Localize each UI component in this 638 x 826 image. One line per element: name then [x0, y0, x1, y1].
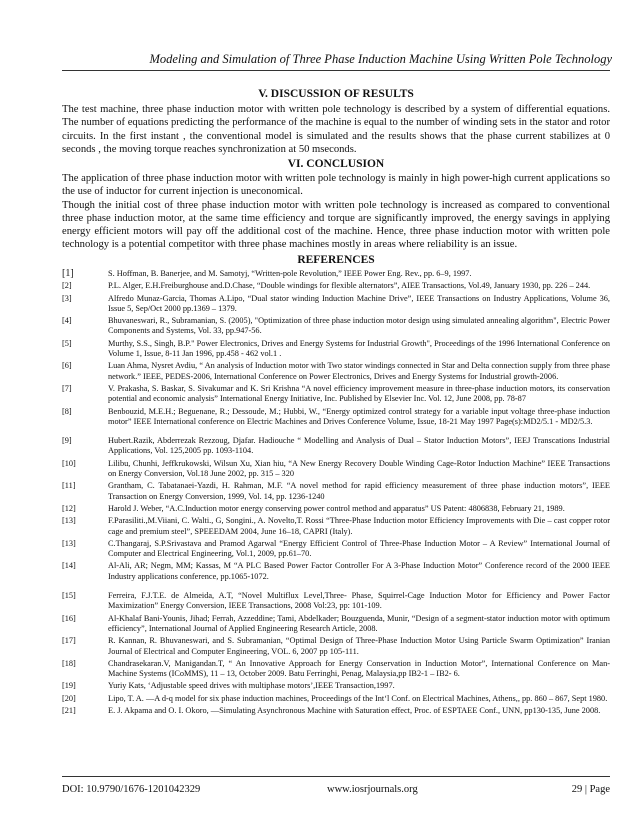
reference-item: [62, 681, 610, 691]
discussion-paragraph: The test machine, three phase induction motor with written pole technology is described by a system of differential equations. The number of equations predicting the performance of the machine is equal to the number of winding sets in the stator and rotor circuits. In the first instant , the conventional model is simulated and the results shows that the phase current stabilizes at 0 seconds , the moving torque reaches synchronization at 50 mseconds.: [62, 104, 610, 155]
reference-text: Ferreira, F.J.T.E. de Almeida, A.T, “Novel Multiflux Level,Three- Phase, Squirrel-Cage Induction Motor for Efficiency and Power Factor Maximization” Energy Conversion, IEEE Transactions, 2008 Vol:23, pp: 101-109.: [108, 591, 610, 611]
reference-item: [62, 561, 610, 582]
reference-item: [62, 636, 610, 657]
reference-number: [21]: [62, 705, 76, 715]
reference-item: [62, 591, 610, 612]
references-heading: REFERENCES: [297, 254, 375, 266]
reference-number: [5]: [62, 338, 72, 348]
reference-text: Grantham, C. Tabatanaei-Yazdi, H. Rahman, M.F. “A novel method for rapid efficiency measurement of three phase induction motors”, IEEE Transaction on Energy Conversion, 1999, Vol. 14, pp. 1236-1240: [108, 481, 610, 501]
reference-item: [62, 294, 610, 315]
reference-item: [62, 694, 610, 704]
reference-item: [62, 436, 610, 457]
reference-item: [62, 539, 610, 560]
reference-number: [15]: [62, 591, 76, 601]
reference-item: [62, 659, 610, 680]
reference-item: [62, 316, 610, 337]
reference-text: Benbouzid, M.E.H.; Beguenane, R.; Dessoude, M.; Hubbi, W., “Energy optimized control strategy for a variable input voltage three-phase induction motor” IEEE International conference on Electric Machines and Drives Conference Volume, Issue, 18-21 May 1997 Page(s):MD2/5.1 - MD2/5.3.: [108, 406, 610, 426]
conclusion-text: [62, 172, 610, 252]
reference-number: [2]: [62, 281, 72, 291]
reference-text: Hubert.Razik, Abderrezak Rezzoug, Djafar. Hadiouche “ Modelling and Analysis of Dual – Stator Induction Motors”, IEEJ Transcations Industrial Applications, Vol. 125,2005 pp. 1093-1104.: [108, 436, 610, 456]
reference-text: C.Thangaraj, S.P.Srivastava and Pramod Agarwal “Energy Efficient Control of Three-Phase Induction Motor – A Review” International Journal of Computer and Electrical Engineering, Vol.1, 2009, pp.61–70.: [108, 538, 610, 559]
reference-number: [13]: [62, 538, 76, 548]
footer-rule: [62, 776, 610, 777]
reference-number: [18]: [62, 658, 76, 668]
reference-text: P.L. Alger, E.H.Freiburghouse and.D.Chase, “Double windings for flexible alternators”, AIEE Transactions, Vol.49, January 1930, pp. 226 – 244.: [108, 281, 591, 291]
reference-list: [62, 269, 610, 718]
reference-item: [62, 407, 610, 428]
reference-item: [62, 384, 610, 405]
reference-item: [62, 361, 610, 382]
reference-item: [62, 516, 610, 537]
reference-text: Luan Ahma, Nysret Avdiu, “ An analysis of Induction motor with Two stator windings connected in Star and Delta connection supply from three phase network.” IEEE, PEDES-2006, International Conference on Power Electronics, Drives and Energy Systems for Industrial growth-2006.: [108, 361, 610, 381]
reference-number: [7]: [62, 383, 72, 393]
footer-doi: DOI: 10.9790/1676-1201042329: [62, 784, 201, 795]
reference-number: [20]: [62, 693, 76, 703]
reference-text: Al-Ali, AR; Negm, MM; Kassas, M “A PLC Based Power Factor Controller For A 3-Phase Induction Motor” Conference record of the 2000 IEEE Industry applications conference, pp.1065-1072.: [108, 561, 610, 581]
reference-text: Chandrasekaran.V, Manigandan.T, “ An Innovative Approach for Energy Conservation in Induction Motor”, International Conference on Man-Machine Systems (ICoMMS), 11 – 13, October 2009. Batu Ferringhi, Penag, Malaysia,pp IB2-1 – IB2- 6.: [108, 658, 610, 679]
reference-text: Yuriy Kats, ‘Adjustable speed drives with multiphase motors’,IEEE Transaction,1997.: [108, 681, 395, 691]
reference-text: Bhuvaneswari, R., Subramanian, S. (2005), "Optimization of three phase induction motor design using simulated annealing algorithm", Electric Power Components and Systems, Vol. 33, pp.947-56.: [108, 316, 610, 336]
reference-item: [62, 481, 610, 502]
reference-number: [11]: [62, 481, 76, 491]
reference-number: [16]: [62, 613, 76, 623]
reference-item: [62, 614, 610, 635]
reference-number: [14]: [62, 561, 76, 571]
reference-number: [13]: [62, 516, 76, 526]
footer-website: www.iosrjournals.org: [327, 784, 418, 795]
reference-number: [19]: [62, 681, 76, 691]
reference-text: V. Prakasha, S. Baskar, S. Sivakumar and K. Sri Krishna “A novel efficiency improvement measure in three-phase induction motors, its conservation potential and economic analysis” International Energy Initiative, Inc. Published by Elsevier Inc. Vol. 12, June 2008, pp. 78-87: [108, 383, 610, 404]
reference-item: [62, 339, 610, 360]
reference-number: [10]: [62, 458, 76, 468]
reference-number: [8]: [62, 406, 72, 416]
reference-text: Harold J. Weber, “A.C.Induction motor energy conserving power control method and apparatus” US Patent: 4806838, February 21, 1989.: [108, 503, 565, 513]
footer-page-number: 29 | Page: [571, 784, 610, 795]
header-rule: [62, 70, 610, 71]
reference-text: Lilibu, Chunhi, Jeffkrukowski, Wilsun Xu, Xian hiu, “A New Energy Recovery Double Winding Cage-Rotor Induction Machine” IEEE Transactions on Energy Conversion, Vol.18 June 2002, pp. 315 – 320: [108, 458, 610, 479]
conclusion-heading: VI. CONCLUSION: [287, 158, 385, 170]
discussion-heading: V. DISCUSSION OF RESULTS: [258, 88, 414, 100]
reference-number: [17]: [62, 636, 76, 646]
reference-text: Al-Khalaf Bani-Younis, Jihad; Ferrah, Azzeddine; Tami, Abdelkader; Bouzguenda, Munir, “Design of a segment-stator induction motor with optimum efficiency”, International Journal of Applied Engineering Research Article, 2008.: [108, 613, 610, 633]
reference-number: [3]: [62, 293, 72, 303]
discussion-text: [62, 103, 610, 156]
reference-number: [4]: [62, 316, 72, 326]
reference-text: F.Parasiliti.,M.Viiani, C. Walti., G, Songini., A. Novelto,T. Rossi “Three-Phase Induction motor Efficiency Improvements with Die – cast copper rotor cage and premium steel”, SPEEEDAM 2004, June 16–18, CAPRI (Italy).: [108, 516, 610, 536]
reference-text: Alfredo Munaz-Garcia, Thomas A.Lipo, “Dual stator winding Induction Machine Drive”, IEEE Transactions on Industry Applications, Volume 36, Issue 5, Sep/Oct 2000 pp.1369 – 1379.: [108, 293, 610, 313]
reference-number: [1]: [62, 268, 74, 279]
reference-item: [62, 459, 610, 480]
reference-item: [62, 269, 610, 279]
reference-item: [62, 504, 610, 514]
reference-item: [62, 281, 610, 291]
reference-text: S. Hoffman, B. Banerjee, and M. Samotyj, “Written-pole Revolution,” IEEE Power Eng. Rev., pp. 6–9, 1997.: [108, 269, 472, 278]
running-title: Modeling and Simulation of Three Phase Induction Machine Using Written Pole Technology: [149, 52, 612, 66]
conclusion-paragraph-1: The application of three phase induction motor with written pole technology is mainly in high power-high current applications so the use of inductor for current injection is uneconomical.: [62, 173, 610, 198]
reference-number: [9]: [62, 436, 72, 446]
reference-item: [62, 706, 610, 716]
reference-text: E. J. Akpama and O. I. Okoro, ―Simulating Asynchronous Machine with Saturation effect, Proc. of ESPTAEE Conf., UNN, pp130-135, June 2008.: [108, 705, 601, 715]
reference-text: R. Kannan, R. Bhuvaneswari, and S. Subramanian, “Optimal Design of Three-Phase Induction Motor Using Particle Swarm Optimization” Iranian Journal of Electrical and Computer Engineering, VOL. 6, 2007 pp 105-111.: [108, 636, 610, 656]
reference-text: Lipo, T. A. ―A d-q model for six phase induction machines, Proceedings of the Int‘l Conf. on Electrical Machines, Athens,, pp. 860 – 867, Sept 1980.: [108, 693, 608, 703]
reference-number: [6]: [62, 361, 72, 371]
reference-number: [12]: [62, 503, 76, 513]
conclusion-paragraph-2: Though the initial cost of three phase induction motor with written pole technology is increased as compared to conventional three phase induction motor, at the same time efficiency and torque are significantly improved, the energy savings in applying energy efficient motors will pay off the additional cost of the machine. Hence, three phase induction motor with written pole technology is a potential competitor with three phase machines mostly in areas where reliability is an issue.: [62, 199, 610, 251]
reference-text: Murthy, S.S., Singh, B.P." Power Electronics, Drives and Energy Systems for Industrial Growth", Proceedings of the 1996 International Conference on Volume 1, Issue, 8-11 Jan 1996, pp.458 - 462 vol.1 .: [108, 338, 610, 359]
